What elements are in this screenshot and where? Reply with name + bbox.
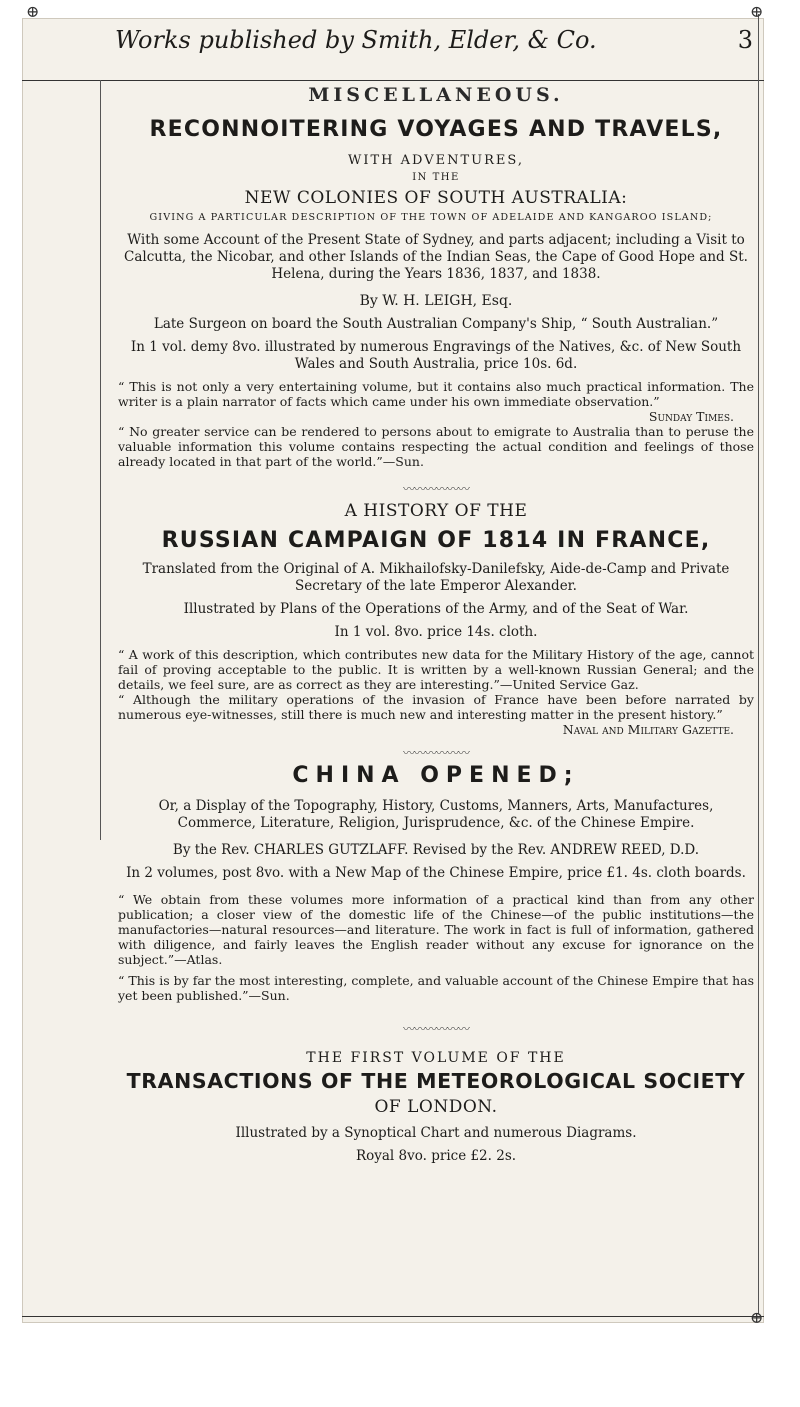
review-quote: “ No greater service can be rendered to persons about to emigrate to Australia than to peruse the valuable information this volume contains respecting the actual condition and feelings of those already located in that part of the world.”—Sun.: [118, 424, 754, 469]
wave-divider: 〰〰〰〰〰〰: [402, 482, 469, 496]
corner-ornament-icon: ⊕: [26, 2, 40, 21]
wave-divider: 〰〰〰〰〰〰: [402, 746, 469, 760]
wave-divider: 〰〰〰〰〰〰: [402, 1022, 469, 1036]
entry-title: RUSSIAN CAMPAIGN OF 1814 IN FRANCE,: [161, 528, 711, 553]
entry-description: Or, a Display of the Topography, History, Customs, Manners, Arts, Manufactures, Commerce, Literature, Religion, Jurisprudence, &c. of the Chinese Empire.: [158, 798, 714, 831]
entry-title: TRANSACTIONS OF THE METEOROLOGICAL SOCIETY: [126, 1069, 746, 1093]
entry-edition: In 1 vol. 8vo. price 14s. cloth.: [334, 624, 538, 640]
book-entry-meteorological-society: [118, 1049, 754, 1165]
entry-author: By the Rev. CHARLES GUTZLAFF. Revised by the Rev. ANDREW REED, D.D.: [172, 842, 700, 858]
review-quote: “ This is not only a very entertaining volume, but it contains also much practical information. The writer is a plain narrator of facts which came under his own immediate observation.”: [118, 379, 754, 409]
review-quote: “ This is by far the most interesting, complete, and valuable account of the Chinese Empire that has yet been published.”—Sun.: [118, 973, 754, 1003]
entry-illustrations: Illustrated by Plans of the Operations of the Army, and of the Seat of War.: [183, 601, 689, 617]
entry-edition: In 2 volumes, post 8vo. with a New Map of the Chinese Empire, price £1. 4s. cloth boards.: [126, 865, 746, 881]
running-head: [115, 26, 755, 56]
entry-illustrations: Illustrated by a Synoptical Chart and numerous Diagrams.: [235, 1125, 637, 1141]
corner-ornament-icon: ⊕: [750, 1308, 764, 1327]
entry-pre-title: THE FIRST VOLUME OF THE: [306, 1050, 566, 1066]
review-quote: “ We obtain from these volumes more information of a practical kind than from any other publication; a closer view of the domestic life of the Chinese—of the public institutions—the manufactories—natural resources—and literature. The work in fact is full of information, gathered with diligence, and fairly leaves the English reader without any excuse for ignorance on the subject.”—Atlas.: [118, 892, 754, 967]
running-title: Works published by Smith, Elder, & Co.: [115, 26, 597, 54]
review-source: Naval and Military Gazette.: [562, 722, 734, 737]
corner-ornament-icon: ⊕: [750, 2, 764, 21]
book-entry-china-opened: [118, 763, 754, 1003]
entry-description: With some Account of the Present State of Sydney, and parts adjacent; including a Visit to Calcutta, the Nicobar, and other Islands of the Indian Seas, the Cape of Good Hope and St. Helena, during the Years 1836, 1837, and 1838.: [124, 232, 748, 282]
review-source: Sunday Times.: [648, 409, 734, 424]
right-rule: [758, 14, 759, 1314]
bottom-rule: [22, 1316, 764, 1317]
entry-subtitle: NEW COLONIES OF SOUTH AUSTRALIA:: [244, 188, 628, 208]
entry-subtitle: GIVING A PARTICULAR DESCRIPTION OF THE TOWN OF ADELAIDE AND KANGAROO ISLAND;: [149, 212, 713, 223]
entry-subtitle: IN THE: [412, 172, 460, 183]
book-entry-reconnoitering: [118, 116, 754, 469]
section-label: MISCELLANEOUS.: [308, 84, 564, 106]
entry-subtitle: OF LONDON.: [374, 1097, 498, 1117]
entry-description: Translated from the Original of A. Mikhailofsky-Danilefsky, Aide-de-Camp and Private Secretary of the late Emperor Alexander.: [142, 561, 730, 594]
page-number: 3: [737, 26, 753, 54]
entry-author: By W. H. LEIGH, Esq.: [359, 293, 513, 309]
review-quote: “ A work of this description, which contributes new data for the Military History of the age, cannot fail of proving acceptable to the public. It is written by a well-known Russian General; and the details, we feel sure, are as correct as they are interesting.”—United Service Gaz.: [118, 647, 754, 692]
page-content: [118, 74, 754, 1165]
entry-edition: Royal 8vo. price £2. 2s.: [355, 1148, 517, 1164]
review-quote: “ Although the military operations of the invasion of France have been before narrated by numerous eye-witnesses, still there is much new and interesting matter in the present history.”: [118, 692, 754, 722]
left-rule: [100, 80, 101, 840]
entry-pre-title: A HISTORY OF THE: [344, 501, 528, 521]
entry-edition: In 1 vol. demy 8vo. illustrated by numerous Engravings of the Natives, &c. of New South Wales and South Australia, price 10s. 6d.: [130, 339, 742, 372]
entry-title: CHINA OPENED;: [292, 763, 580, 788]
entry-title: RECONNOITERING VOYAGES AND TRAVELS,: [149, 117, 723, 142]
entry-subtitle: WITH ADVENTURES,: [348, 153, 524, 168]
book-entry-russian-campaign: [118, 499, 754, 737]
entry-author-note: Late Surgeon on board the South Australian Company's Ship, “ South Australian.”: [153, 316, 719, 332]
